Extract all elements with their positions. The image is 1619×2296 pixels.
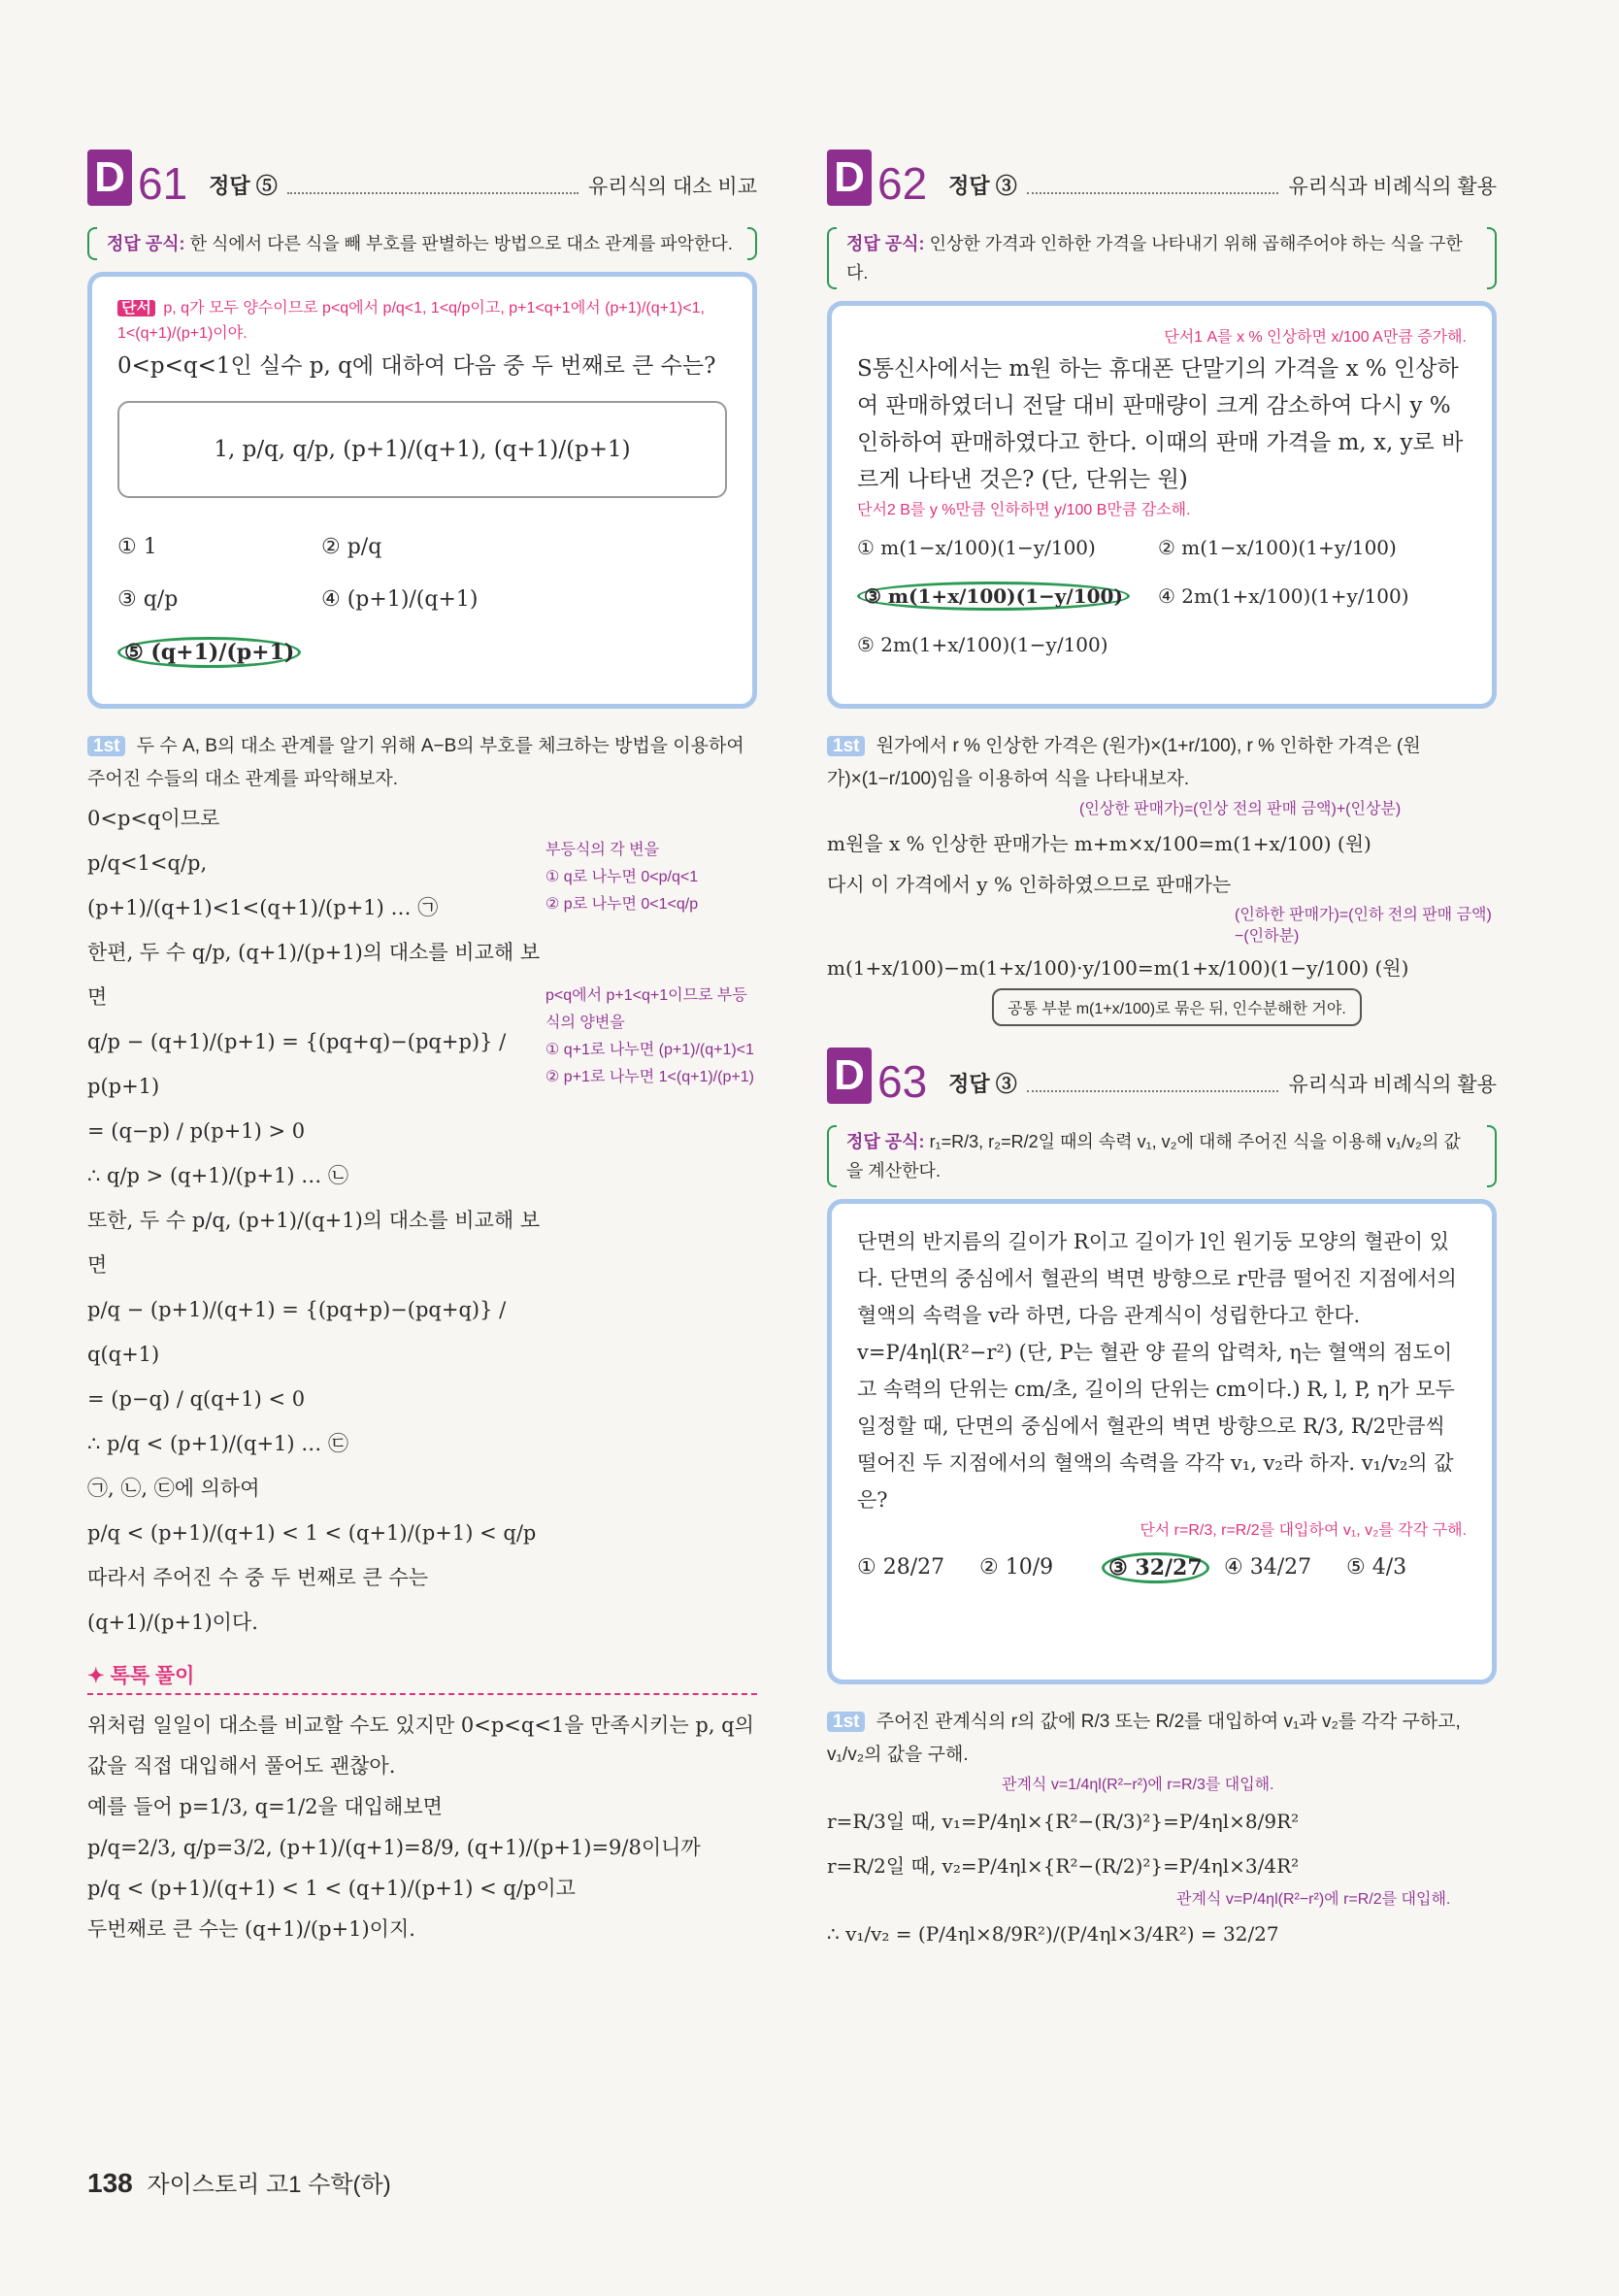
step-text: 원가에서 r % 인상한 가격은 (원가)×(1+r/100), r % 인하한 가격은 (원가)×(1−r/100)임을 이용하여 식을 나타내보자. [827,736,1421,789]
sol-line: r=R/2일 때, v₂=P/4ηl×{R²−(R/2)²}=P/4ηl×3/4R² [827,1854,1300,1878]
sol-line: r=R/3일 때, v₁=P/4ηl×{R²−(R/3)²}=P/4ηl×8/9R² [827,1810,1300,1833]
page-footer [87,2165,391,2199]
sol-line: 따라서 주어진 수 중 두 번째로 큰 수는 (q+1)/(p+1)이다. [87,1566,429,1634]
sol-line: p/q < (p+1)/(q+1) < 1 < (q+1)/(p+1) < q/p [87,1521,537,1545]
step-text: 주어진 관계식의 r의 값에 R/3 또는 R/2를 대입하여 v₁과 v₂를 각각 구하고, v₁/v₂의 값을 구해. [827,1712,1461,1765]
step-text: 두 수 A, B의 대소 관계를 알기 위해 A−B의 부호를 체크하는 방법을 이용하여 주어진 수들의 대소 관계를 파악해보자. [87,736,744,789]
choice-3[interactable]: ③ q/p [117,587,179,612]
choice-5[interactable]: ⑤ 2m(1+x/100)(1−y/100) [857,633,1108,656]
choice-1[interactable]: ① 1 [117,535,157,559]
question-box [827,1199,1497,1684]
sol-line: (p+1)/(q+1)<1<(q+1)/(p+1) … ㉠ [87,896,439,919]
answer: 정답 ⑤ [209,174,278,198]
sol-line: 한편, 두 수 q/p, (q+1)/(p+1)의 대소를 비교해 보면 [87,941,541,1009]
side-note: 관계식 v=P/4ηl(R²−r²)에 r=R/2를 대입해. [1176,1891,1451,1908]
choices [117,521,727,680]
correct-mark: ③ 32/27 [1102,1552,1209,1583]
formula-text: 한 식에서 다른 식을 빼 부호를 판별하는 방법으로 대소 관계를 파악한다. [189,234,733,253]
sol-line: 또한, 두 수 p/q, (p+1)/(q+1)의 대소를 비교해 보면 [87,1209,541,1277]
hint-text: p, q가 모두 양수이므로 p<q에서 p/q<1, 1<q/p이고, p+1<q+1에서 (p+1)/(q+1)<1, 1<(q+1)/(p+1)이야. [117,300,705,342]
note-line: ① q+1로 나누면 (p+1)/(q+1)<1 [545,1042,754,1058]
question-box [827,301,1497,709]
tip-line: 위처럼 일일이 대소를 비교할 수도 있지만 0<p<q<1을 만족시키는 p, q의 값을 직접 대입해서 풀어도 괜찮아. [87,1714,754,1778]
given-expressions: 1, p/q, q/p, (p+1)/(q+1), (q+1)/(p+1) [117,401,727,498]
sol-line: = (p−q) / q(q+1) < 0 [87,1387,306,1411]
note-line: ② p+1로 나누면 1<(q+1)/(p+1) [545,1069,754,1085]
choice-1[interactable]: ① 28/27 [857,1555,945,1580]
hint-1: 단서1 A를 x % 인상하면 x/100 A만큼 증가해. [1164,329,1467,346]
choice-5[interactable] [117,626,321,680]
problem-number: 62 [877,158,928,209]
solution [87,796,544,1645]
solution [827,823,1497,988]
formula-text: 인상한 가격과 인하한 가격을 나타내기 위해 곱해주어야 하는 식을 구한다. [846,234,1463,283]
problem-63 [827,1044,1497,1956]
solution [827,1799,1497,1956]
comment-bubble: 공통 부분 m(1+x/100)로 묶은 뒤, 인수분해한 거야. [992,988,1362,1026]
topic: 유리식과 비례식의 활용 [1288,176,1497,198]
note-line: ② p로 나누면 0<1<q/p [545,896,699,913]
sol-line: 0<p<q이므로 [87,807,220,830]
choice-5[interactable]: ⑤ 4/3 [1346,1555,1407,1580]
tip-title: ✦ 톡톡 풀이 [87,1660,757,1695]
dot-leader [287,192,578,194]
sol-line: m원을 x % 인상한 판매가는 m+m×x/100=m(1+x/100) (원) [827,832,1371,855]
tip-title-text: 톡톡 풀이 [110,1665,195,1687]
hint [117,296,727,347]
hint: 단서 r=R/3, r=R/2를 대입하여 v₁, v₂를 각각 구해. [1140,1522,1467,1539]
choice-3[interactable] [1102,1544,1224,1593]
problem-number: 61 [138,158,188,209]
formula-text: r₁=R/3, r₂=R/2일 때의 속력 v₁, v₂에 대해 주어진 식을 이용해 v₁/v₂의 값을 계산한다. [846,1132,1461,1181]
answer: 정답 ③ [948,1072,1017,1096]
problem-header [827,1044,1497,1107]
question-box [87,272,757,709]
formula-label: 정답 공식: [107,234,185,253]
question-text: 단면의 반지름의 길이가 R이고 길이가 l인 원기둥 모양의 혈관이 있다. 단면의 중심에서 혈관의 벽면 방향으로 r만큼 떨어진 지점에서의 혈액의 속력을 v라 하면, 다음 관계식이 성립한다고 한다. v=P/4ηl(R²−r²) (단, P는 혈관 양 끝의 압력차, η는 혈액의 점도이고 속력의 단위는 cm/초, 길이의 단위는 cm이다.) R, l, P, η가 모두 일정할 때, 단면의 중심에서 혈관의 벽면 방향으로 R/3, R/2만큼씩 떨어진 두 지점에서의 혈액의 속력을 각각 v₁, v₂라 하자. v₁/v₂의 값은? [857,1230,1457,1512]
choice-1[interactable]: ① m(1−x/100)(1−y/100) [857,536,1096,559]
tip-body [87,1705,757,1949]
correct-mark: ⑤ (q+1)/(p+1) [117,637,301,668]
sol-line: 다시 이 가격에서 y % 인하하였으므로 판매가는 [827,873,1232,896]
problem-header [87,146,757,209]
note-line: p<q에서 p+1<q+1이므로 부등식의 양변을 [545,987,747,1031]
formula-label: 정답 공식: [846,234,925,253]
choice-4[interactable]: ④ 2m(1+x/100)(1+y/100) [1158,584,1409,608]
note-line: 부등식의 각 변을 [545,842,660,858]
problem-62 [827,146,1497,1956]
sol-line: ∴ v₁/v₂ = (P/4ηl×8/9R²)/(P/4ηl×3/4R²) = 32/27 [827,1922,1279,1946]
choice-4[interactable]: ④ (p+1)/(q+1) [321,587,479,612]
tip-line: p/q=2/3, q/p=3/2, (p+1)/(q+1)=8/9, (q+1)/(p+1)=9/8이니까 [87,1836,701,1859]
dot-leader [1027,1090,1279,1092]
step-tag: 1st [87,736,125,756]
tip-line: 두번째로 큰 수는 (q+1)/(p+1)이지. [87,1917,415,1941]
sol-line: p/q<1<q/p, [87,851,208,875]
choice-2[interactable]: ② p/q [321,535,382,559]
step-tag: 1st [827,1712,865,1732]
book-title: 자이스토리 고1 수학(하) [147,2172,391,2198]
step-tag: 1st [827,736,865,756]
choice-2[interactable]: ② m(1−x/100)(1+y/100) [1158,536,1397,559]
dot-leader [1027,192,1279,194]
side-note [545,837,757,918]
sol-line: ∴ p/q < (p+1)/(q+1) … ㉢ [87,1432,348,1455]
choices [857,523,1467,669]
choice-4[interactable]: ④ 34/27 [1224,1555,1312,1580]
sol-line: ∴ q/p > (q+1)/(p+1) … ㉡ [87,1164,348,1187]
problem-label: D [827,1048,872,1104]
hint-2: 단서2 B를 y %만큼 인하하면 y/100 B만큼 감소해. [857,502,1191,518]
sol-line: = (q−p) / p(p+1) > 0 [87,1119,306,1143]
problem-61 [87,146,757,1949]
tip-line: 예를 들어 p=1/3, q=1/2을 대입해보면 [87,1795,443,1818]
answer-formula [827,227,1497,289]
answer: 정답 ③ [948,174,1017,198]
page-number: 138 [87,2168,133,2198]
sol-line: m(1+x/100)−m(1+x/100)·y/100=m(1+x/100)(1−y/100) (원) [827,956,1409,980]
question-text: S통신사에서는 m원 하는 휴대폰 단말기의 가격을 x % 인상하여 판매하였더니 전달 대비 판매량이 크게 감소하여 다시 y % 인하하여 판매하였다고 한다. 이때의 판매 가격을 m, x, y로 바르게 나타낸 것은? (단, 단위는 원) [857,356,1464,492]
topic: 유리식과 비례식의 활용 [1288,1074,1497,1096]
first-step [827,1706,1497,1772]
answer-formula [827,1125,1497,1187]
side-note: (인상한 판매가)=(인상 전의 판매 금액)+(인상분) [1079,801,1402,817]
choice-2[interactable]: ② 10/9 [979,1555,1054,1580]
answer-formula [87,227,757,260]
hint-tag: 단서 [117,300,155,316]
tip-line: p/q < (p+1)/(q+1) < 1 < (q+1)/(p+1) < q/p이고 [87,1877,576,1900]
correct-mark: ③ m(1+x/100)(1−y/100) [857,582,1130,611]
note-line: ① q로 나누면 0<p/q<1 [545,869,699,885]
side-note: (인하한 판매가)=(인하 전의 판매 금액)−(인하분) [1235,907,1492,945]
question-text: 0<p<q<1인 실수 p, q에 대하여 다음 중 두 번째로 큰 수는? [117,353,716,379]
problem-number: 63 [877,1056,928,1107]
topic: 유리식의 대소 비교 [588,176,757,198]
sol-line: ㉠, ㉡, ㉢에 의하여 [87,1477,260,1500]
first-step [87,730,757,796]
problem-header [827,146,1497,209]
sol-line: p/q − (p+1)/(q+1) = {(pq+p)−(pq+q)} / q(q+1) [87,1298,507,1366]
side-note [545,982,757,1091]
first-step [827,730,1497,796]
problem-label: D [87,150,132,206]
problem-label: D [827,150,872,206]
choice-3[interactable] [857,572,1158,620]
sol-line: q/p − (q+1)/(p+1) = {(pq+q)−(pq+p)} / p(p+1) [87,1030,507,1098]
formula-label: 정답 공식: [846,1132,925,1151]
choices [857,1544,1467,1593]
side-note: 관계식 v=1/4ηl(R²−r²)에 r=R/3를 대입해. [1002,1777,1274,1793]
